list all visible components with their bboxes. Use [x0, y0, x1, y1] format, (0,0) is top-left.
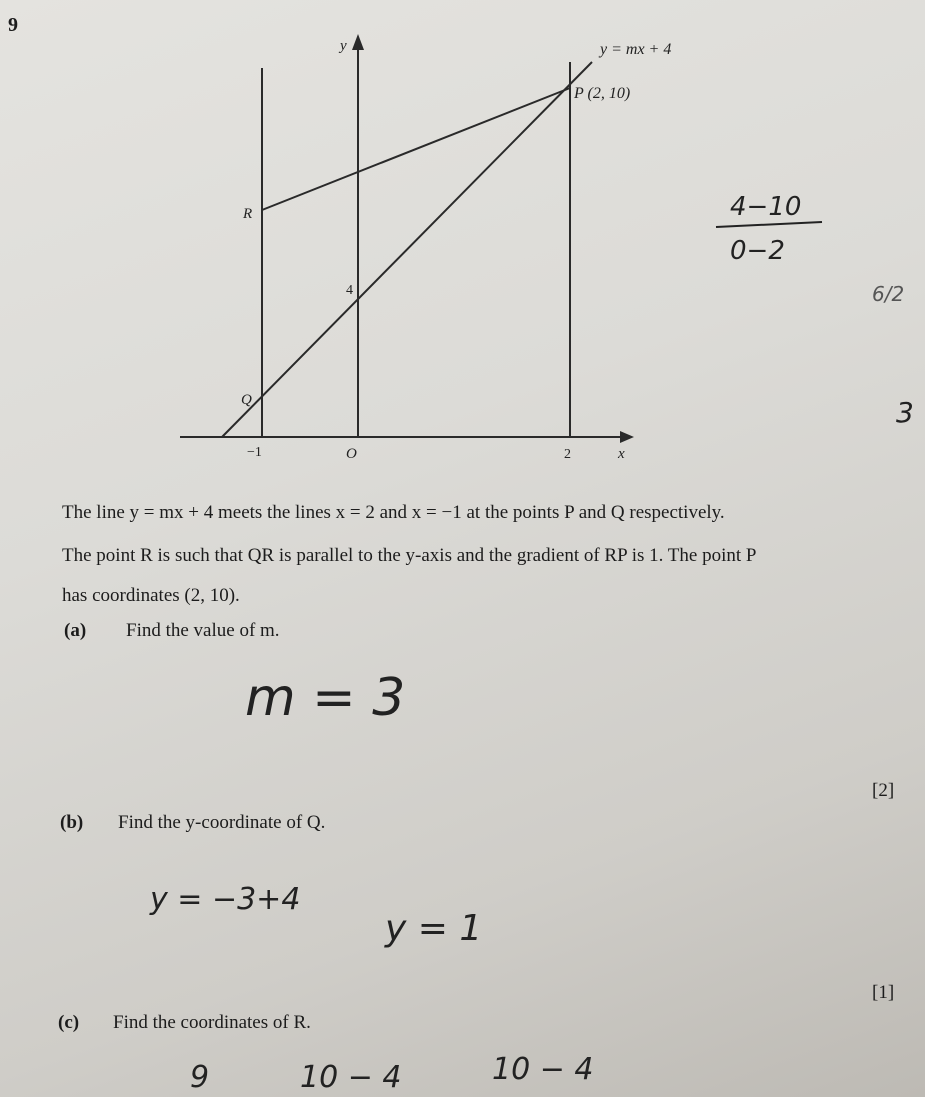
part-b-label: (b) [60, 812, 84, 833]
x-tick-neg1: −1 [247, 445, 262, 460]
working-b: y = −3+4 [150, 882, 301, 917]
working-c-1: 9 [190, 1060, 210, 1095]
x-tick-2: 2 [564, 447, 571, 462]
diagram [0, 0, 925, 480]
point-q-label: Q [241, 392, 252, 408]
question-number: 9 [8, 14, 18, 36]
part-c-label: (c) [58, 1012, 80, 1033]
working-fraction: 6/2 [872, 282, 905, 306]
part-c-text: Find the coordinates of R. [113, 1012, 311, 1033]
y-intercept-label: 4 [346, 283, 353, 298]
stem-line-1: The line y = mx + 4 meets the lines x = 2 and x = −1 at the points P and Q respectively. [62, 502, 725, 523]
part-a-label: (a) [64, 620, 87, 641]
y-axis-arrow [352, 34, 364, 50]
origin-label: O [346, 446, 357, 462]
y-axis-label: y [340, 38, 347, 54]
working-numerator: 4−10 [730, 192, 802, 222]
answer-a: m = 3 [245, 668, 406, 728]
line-label: y = mx + 4 [600, 41, 672, 58]
working-result: 3 [896, 396, 914, 429]
part-b-text: Find the y-coordinate of Q. [118, 812, 326, 833]
line-y-mx-4 [222, 62, 592, 437]
answer-b: y = 1 [385, 908, 483, 949]
working-fraction-bar [716, 222, 822, 227]
working-c-2: 10 − 4 [300, 1060, 402, 1095]
x-axis-label: x [618, 446, 625, 462]
working-c-3: 10 − 4 [492, 1052, 594, 1087]
part-b-marks: [1] [872, 982, 895, 1003]
part-a-marks: [2] [872, 780, 895, 801]
stem-line-3: has coordinates (2, 10). [62, 585, 240, 606]
x-axis-arrow [620, 431, 634, 443]
point-p-label: P (2, 10) [574, 85, 631, 102]
point-r-label: R [243, 206, 253, 222]
line-rp [262, 88, 570, 210]
part-a-text: Find the value of m. [126, 620, 280, 641]
stem-line-2: The point R is such that QR is parallel to the y-axis and the gradient of RP is 1. The point P [62, 545, 757, 566]
working-denominator: 0−2 [730, 236, 785, 266]
